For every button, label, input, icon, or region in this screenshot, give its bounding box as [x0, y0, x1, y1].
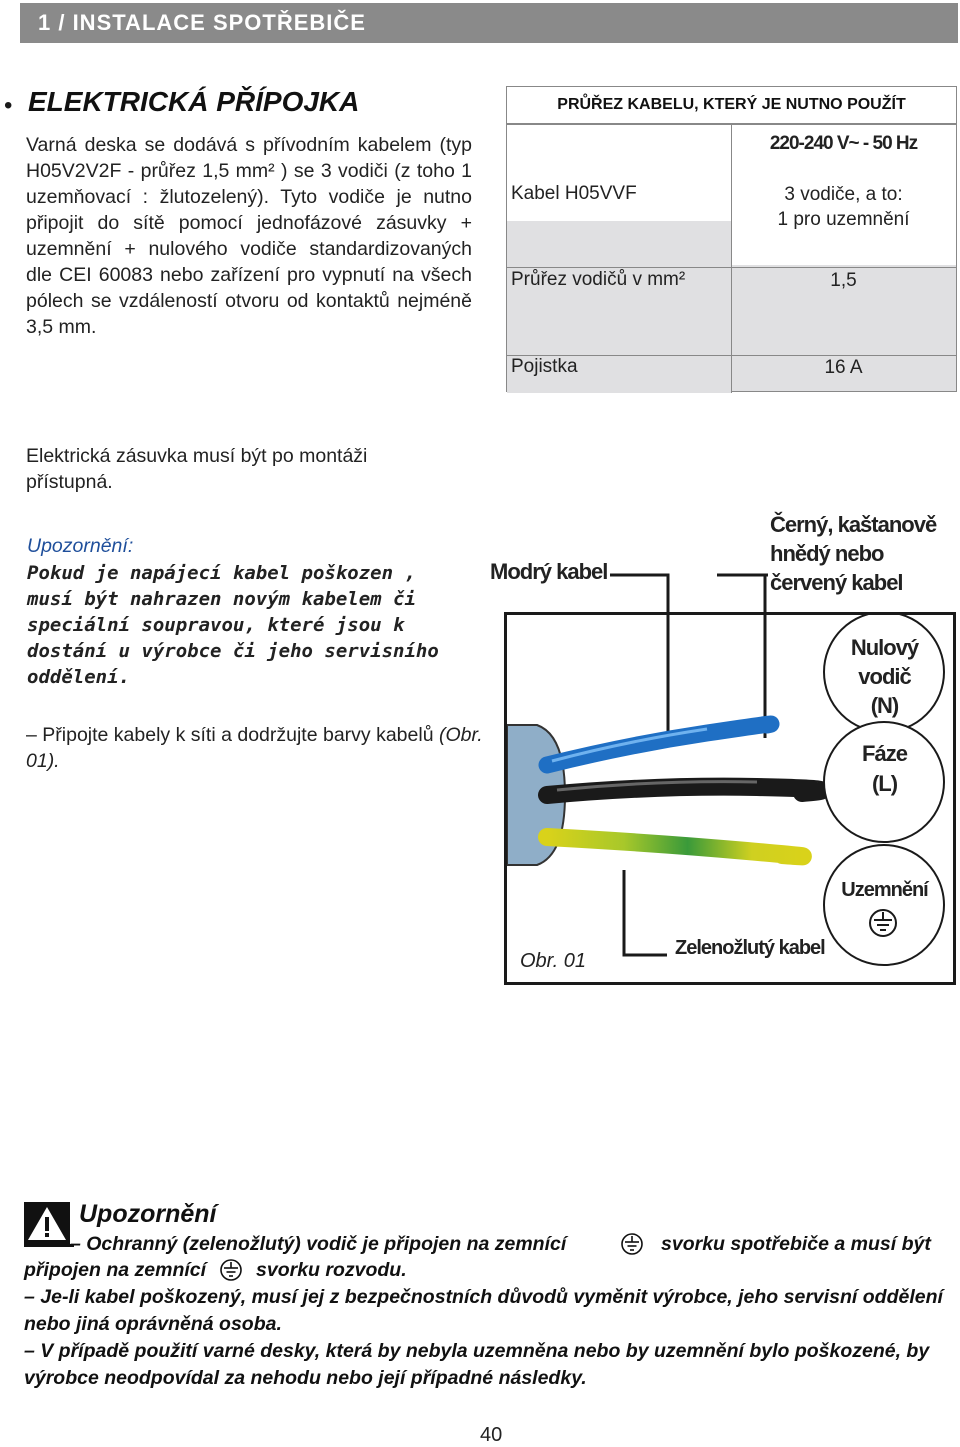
- cable-table-title: PRŮŘEZ KABELU, KTERÝ JE NUTNO POUŽÍT: [507, 87, 956, 124]
- earth-icon-2: [219, 1258, 243, 1282]
- row-section-value: 1,5: [830, 270, 857, 291]
- voltage-value: 220-240 V~ - 50 Hz: [769, 133, 918, 154]
- green-cable-label: Zelenožlutý kabel: [675, 937, 825, 959]
- live-cable-label-3: červený kabel: [770, 570, 903, 595]
- bottom-warning-p2: – Je-li kabel poškozený, musí jej z bezpečnostních důvodů vyměnit výrobce, jeho servisní oddělení nebo jiná oprávněná osoba.: [24, 1286, 943, 1335]
- bullet: •: [4, 92, 13, 119]
- page-number: 40: [480, 1424, 503, 1446]
- green-leader: [624, 870, 667, 955]
- live-cable-label-1: Černý, kaštanově: [770, 512, 937, 537]
- bottom-warning-title: Upozornění: [79, 1200, 217, 1228]
- yellow-green-wire: [547, 837, 803, 856]
- phase-label-2: (L): [871, 771, 898, 796]
- intro-paragraph: Varná deska se dodává s přívodním kabelem (typ H05V2V2F - průřez 1,5 mm² ) se 3 vodiči (z toho 1 uzemňovací : žlutozelený). Tyto vodiče je nutno připojit do sítě pomocí jednofázové zásuvky + uzemnění + nulového vodiče standardizovaných dle CEI 60083 nebo zařízení pro vypnutí na všech pólech se vzdáleností otvoru od kontaktů nejméně 3,5 mm.: [26, 134, 472, 338]
- connect-note-ref: (Obr. 01).: [26, 724, 483, 772]
- section-title: ELEKTRICKÁ PŘÍPOJKA: [28, 86, 360, 117]
- row-fuse-label: Pojistka: [511, 356, 578, 377]
- bottom-warning-p3: – V případě použití varné desky, která by nebyla uzemněna nebo by uzemnění bylo poškozené, by výrobce neodpovídal za nehodu nebo její případné následky.: [24, 1340, 930, 1389]
- phase-label-1: Fáze: [862, 741, 907, 766]
- bottom-warning-p1b: svorku spotřebiče a musí být: [661, 1233, 931, 1255]
- figure-label: Obr. 01: [520, 950, 586, 972]
- row-cable-label: Kabel H05VVF: [511, 183, 637, 204]
- neutral-label-2: vodič: [858, 664, 911, 689]
- cable-table: [506, 86, 957, 392]
- section-header-title: 1 / INSTALACE SPOTŘEBIČE: [38, 10, 366, 35]
- wiring-diagram: [504, 612, 956, 985]
- neutral-label-1: Nulový: [850, 635, 919, 660]
- earth-circle: [824, 845, 944, 965]
- bottom-warning-p1d: svorku rozvodu.: [256, 1259, 407, 1281]
- connect-note: [26, 722, 486, 774]
- warning-body: Pokud je napájecí kabel poškozen , musí být nahrazen novým kabelem či speciální soupravou, které jsou k dostání u výrobce či jeho servisního oddělení.: [27, 562, 439, 688]
- row-fuse-value: 16 A: [824, 357, 863, 378]
- neutral-label-3: (N): [870, 693, 899, 718]
- warning-label: Upozornění:: [27, 535, 134, 557]
- row-cable-value-2: 1 pro uzemnění: [777, 209, 910, 230]
- bottom-warning-p1c: připojen na zemnící: [24, 1259, 207, 1281]
- connect-note-text: – Připojte kabely k síti a dodržujte barvy kabelů: [26, 724, 434, 746]
- earth-label: Uzemnění: [841, 879, 928, 901]
- earth-icon: [620, 1232, 644, 1256]
- blue-wire: [547, 724, 771, 765]
- blue-cable-label: Modrý kabel: [490, 559, 608, 584]
- section-header: [20, 3, 958, 43]
- live-cable-label-2: hnědý nebo: [770, 541, 884, 566]
- row-cable-value-1: 3 vodiče, a to:: [784, 184, 903, 205]
- access-note: Elektrická zásuvka musí být po montáži přístupná.: [26, 445, 368, 493]
- warning-triangle-icon: [24, 1202, 72, 1246]
- bottom-warning-p1a: – Ochranný (zelenožlutý) vodič je připojen na zemnící: [70, 1233, 567, 1255]
- row-section-label: Průřez vodičů v mm²: [511, 269, 686, 290]
